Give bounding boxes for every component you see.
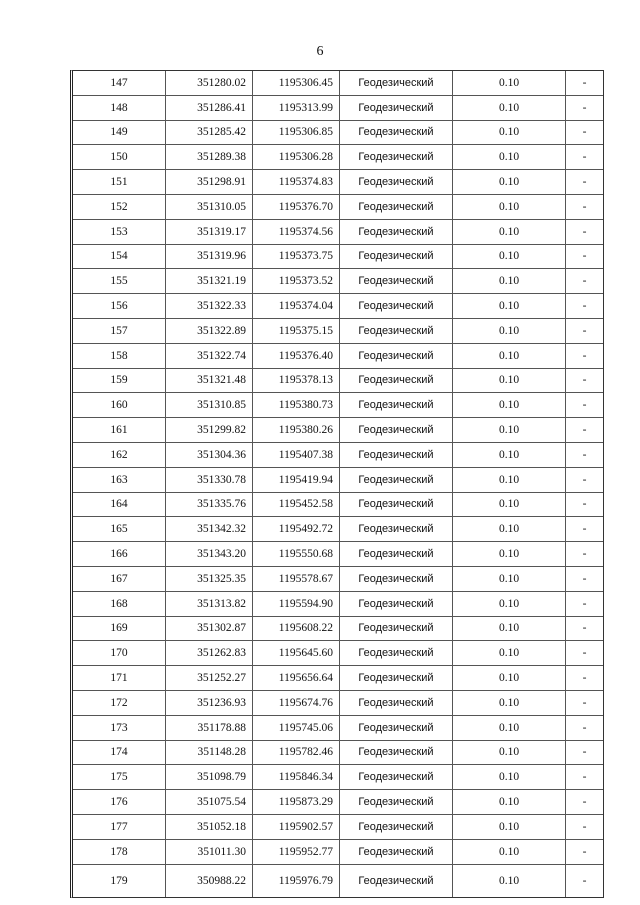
coordinate-x-cell: 351236.93 (166, 690, 253, 715)
coordinate-y-cell: 1195306.85 (253, 120, 340, 145)
point-number-cell: 177 (73, 814, 166, 839)
method-cell: Геодезический (340, 542, 453, 567)
coordinate-x-cell: 351011.30 (166, 839, 253, 864)
accuracy-cell: 0.10 (453, 616, 566, 641)
note-cell: - (566, 318, 604, 343)
note-cell: - (566, 368, 604, 393)
point-number-cell: 156 (73, 294, 166, 319)
coordinate-x-cell: 351319.17 (166, 219, 253, 244)
accuracy-cell: 0.10 (453, 790, 566, 815)
table-row (73, 492, 603, 517)
table-row (73, 343, 603, 368)
point-number-cell: 158 (73, 343, 166, 368)
coordinate-x-cell: 351322.89 (166, 318, 253, 343)
method-cell: Геодезический (340, 219, 453, 244)
coordinate-y-cell: 1195578.67 (253, 566, 340, 591)
note-cell: - (566, 418, 604, 443)
accuracy-cell: 0.10 (453, 170, 566, 195)
point-number-cell: 149 (73, 120, 166, 145)
coordinate-x-cell: 351310.85 (166, 393, 253, 418)
method-cell: Геодезический (340, 318, 453, 343)
note-cell: - (566, 591, 604, 616)
table-row (73, 666, 603, 691)
point-number-cell: 151 (73, 170, 166, 195)
point-number-cell: 178 (73, 839, 166, 864)
point-number-cell: 162 (73, 442, 166, 467)
coordinate-x-cell: 351342.32 (166, 517, 253, 542)
coordinate-y-cell: 1195902.57 (253, 814, 340, 839)
coordinate-y-cell: 1195374.56 (253, 219, 340, 244)
accuracy-cell: 0.10 (453, 467, 566, 492)
note-cell: - (566, 194, 604, 219)
method-cell: Геодезический (340, 591, 453, 616)
table-row (73, 790, 603, 815)
coordinate-x-cell: 351098.79 (166, 765, 253, 790)
coordinate-x-cell: 351289.38 (166, 145, 253, 170)
accuracy-cell: 0.10 (453, 318, 566, 343)
table-row (73, 839, 603, 864)
accuracy-cell: 0.10 (453, 194, 566, 219)
coordinate-x-cell: 351178.88 (166, 715, 253, 740)
point-number-cell: 153 (73, 219, 166, 244)
accuracy-cell: 0.10 (453, 368, 566, 393)
table-row (73, 715, 603, 740)
table-row (73, 269, 603, 294)
coordinate-x-cell: 351310.05 (166, 194, 253, 219)
accuracy-cell: 0.10 (453, 864, 566, 897)
accuracy-cell: 0.10 (453, 814, 566, 839)
note-cell: - (566, 790, 604, 815)
table-row (73, 616, 603, 641)
note-cell: - (566, 170, 604, 195)
coordinate-x-cell: 351286.41 (166, 95, 253, 120)
coordinate-x-cell: 351304.36 (166, 442, 253, 467)
accuracy-cell: 0.10 (453, 690, 566, 715)
accuracy-cell: 0.10 (453, 95, 566, 120)
coordinate-y-cell: 1195782.46 (253, 740, 340, 765)
coordinate-x-cell: 351321.48 (166, 368, 253, 393)
table-row (73, 418, 603, 443)
note-cell: - (566, 690, 604, 715)
coordinate-x-cell: 351343.20 (166, 542, 253, 567)
point-number-cell: 174 (73, 740, 166, 765)
coordinates-table-grid (73, 71, 603, 897)
accuracy-cell: 0.10 (453, 492, 566, 517)
method-cell: Геодезический (340, 95, 453, 120)
coordinate-y-cell: 1195656.64 (253, 666, 340, 691)
note-cell: - (566, 839, 604, 864)
note-cell: - (566, 442, 604, 467)
method-cell: Геодезический (340, 715, 453, 740)
coordinate-x-cell: 351321.19 (166, 269, 253, 294)
accuracy-cell: 0.10 (453, 343, 566, 368)
coordinate-y-cell: 1195306.28 (253, 145, 340, 170)
method-cell: Геодезический (340, 517, 453, 542)
point-number-cell: 176 (73, 790, 166, 815)
table-row (73, 814, 603, 839)
table-row (73, 591, 603, 616)
note-cell: - (566, 71, 604, 95)
accuracy-cell: 0.10 (453, 765, 566, 790)
coordinate-y-cell: 1195608.22 (253, 616, 340, 641)
table-row (73, 244, 603, 269)
coordinate-x-cell: 351262.83 (166, 641, 253, 666)
coordinate-y-cell: 1195873.29 (253, 790, 340, 815)
accuracy-cell: 0.10 (453, 641, 566, 666)
note-cell: - (566, 641, 604, 666)
table-row (73, 219, 603, 244)
coordinate-y-cell: 1195376.40 (253, 343, 340, 368)
coordinate-y-cell: 1195674.76 (253, 690, 340, 715)
accuracy-cell: 0.10 (453, 517, 566, 542)
accuracy-cell: 0.10 (453, 244, 566, 269)
method-cell: Геодезический (340, 393, 453, 418)
method-cell: Геодезический (340, 120, 453, 145)
point-number-cell: 169 (73, 616, 166, 641)
coordinates-table (70, 70, 604, 898)
accuracy-cell: 0.10 (453, 740, 566, 765)
coordinate-y-cell: 1195419.94 (253, 467, 340, 492)
note-cell: - (566, 517, 604, 542)
method-cell: Геодезический (340, 666, 453, 691)
coordinate-y-cell: 1195380.26 (253, 418, 340, 443)
note-cell: - (566, 814, 604, 839)
method-cell: Геодезический (340, 269, 453, 294)
accuracy-cell: 0.10 (453, 542, 566, 567)
accuracy-cell: 0.10 (453, 71, 566, 95)
table-row (73, 765, 603, 790)
table-row (73, 517, 603, 542)
table-row (73, 566, 603, 591)
note-cell: - (566, 343, 604, 368)
coordinate-x-cell: 351280.02 (166, 71, 253, 95)
method-cell: Геодезический (340, 814, 453, 839)
coordinate-y-cell: 1195306.45 (253, 71, 340, 95)
method-cell: Геодезический (340, 690, 453, 715)
coordinate-y-cell: 1195645.60 (253, 641, 340, 666)
method-cell: Геодезический (340, 71, 453, 95)
table-row (73, 864, 603, 897)
coordinate-y-cell: 1195745.06 (253, 715, 340, 740)
point-number-cell: 147 (73, 71, 166, 95)
point-number-cell: 159 (73, 368, 166, 393)
method-cell: Геодезический (340, 244, 453, 269)
coordinate-x-cell: 351319.96 (166, 244, 253, 269)
coordinate-y-cell: 1195492.72 (253, 517, 340, 542)
method-cell: Геодезический (340, 294, 453, 319)
coordinate-x-cell: 351313.82 (166, 591, 253, 616)
accuracy-cell: 0.10 (453, 120, 566, 145)
note-cell: - (566, 542, 604, 567)
coordinate-y-cell: 1195374.83 (253, 170, 340, 195)
note-cell: - (566, 492, 604, 517)
table-row (73, 467, 603, 492)
coordinate-y-cell: 1195976.79 (253, 864, 340, 897)
method-cell: Геодезический (340, 765, 453, 790)
method-cell: Геодезический (340, 170, 453, 195)
table-body (73, 71, 603, 897)
table-row (73, 145, 603, 170)
method-cell: Геодезический (340, 740, 453, 765)
point-number-cell: 179 (73, 864, 166, 897)
point-number-cell: 171 (73, 666, 166, 691)
method-cell: Геодезический (340, 467, 453, 492)
note-cell: - (582, 874, 587, 887)
accuracy-cell: 0.10 (453, 591, 566, 616)
method-cell: Геодезический (340, 442, 453, 467)
note-cell: - (566, 715, 604, 740)
table-row (73, 442, 603, 467)
method-cell: Геодезический (340, 616, 453, 641)
point-number-cell: 152 (73, 194, 166, 219)
method-cell: Геодезический (340, 343, 453, 368)
coordinate-x-cell: 351325.35 (166, 566, 253, 591)
coordinate-y-cell: 1195373.52 (253, 269, 340, 294)
coordinate-y-cell: 1195373.75 (253, 244, 340, 269)
point-number-cell: 164 (73, 492, 166, 517)
note-cell: - (566, 145, 604, 170)
accuracy-cell: 0.10 (453, 145, 566, 170)
coordinate-x-cell: 351148.28 (166, 740, 253, 765)
coordinate-y-cell: 1195375.15 (253, 318, 340, 343)
table-row (73, 294, 603, 319)
point-number-cell: 166 (73, 542, 166, 567)
point-number-cell: 167 (73, 566, 166, 591)
method-cell: Геодезический (340, 790, 453, 815)
method-cell: Геодезический (340, 368, 453, 393)
point-number-cell: 168 (73, 591, 166, 616)
coordinate-y-cell: 1195378.13 (253, 368, 340, 393)
point-number-cell: 173 (73, 715, 166, 740)
point-number-cell: 172 (73, 690, 166, 715)
note-cell: - (566, 666, 604, 691)
table-row (73, 368, 603, 393)
coordinate-y-cell: 1195452.58 (253, 492, 340, 517)
coordinate-y-cell: 1195846.34 (253, 765, 340, 790)
coordinate-x-cell: 351252.27 (166, 666, 253, 691)
point-number-cell: 148 (73, 95, 166, 120)
note-cell: - (566, 219, 604, 244)
method-cell: Геодезический (340, 641, 453, 666)
method-cell: Геодезический (340, 145, 453, 170)
accuracy-cell: 0.10 (453, 393, 566, 418)
note-cell: - (566, 95, 604, 120)
method-cell: Геодезический (340, 418, 453, 443)
method-cell: Геодезический (340, 839, 453, 864)
point-number-cell: 161 (73, 418, 166, 443)
coordinate-y-cell: 1195313.99 (253, 95, 340, 120)
table-row (73, 194, 603, 219)
point-number-cell: 157 (73, 318, 166, 343)
coordinate-y-cell: 1195407.38 (253, 442, 340, 467)
accuracy-cell: 0.10 (453, 839, 566, 864)
page-number: 6 (316, 44, 324, 59)
method-cell: Геодезический (340, 194, 453, 219)
note-cell: - (566, 467, 604, 492)
table-row (73, 318, 603, 343)
coordinate-y-cell: 1195374.04 (253, 294, 340, 319)
point-number-cell: 155 (73, 269, 166, 294)
coordinate-x-cell: 351330.78 (166, 467, 253, 492)
point-number-cell: 175 (73, 765, 166, 790)
method-cell: Геодезический (340, 492, 453, 517)
accuracy-cell: 0.10 (453, 269, 566, 294)
point-number-cell: 163 (73, 467, 166, 492)
accuracy-cell: 0.10 (453, 666, 566, 691)
accuracy-cell: 0.10 (453, 442, 566, 467)
coordinate-y-cell: 1195550.68 (253, 542, 340, 567)
point-number-cell: 160 (73, 393, 166, 418)
method-cell: Геодезический (340, 566, 453, 591)
coordinate-x-cell: 351052.18 (166, 814, 253, 839)
coordinate-x-cell: 350988.22 (166, 864, 253, 897)
note-cell: - (566, 566, 604, 591)
table-row (73, 740, 603, 765)
table-row (73, 690, 603, 715)
accuracy-cell: 0.10 (453, 219, 566, 244)
table-row (73, 95, 603, 120)
point-number-cell: 170 (73, 641, 166, 666)
coordinate-x-cell: 351322.33 (166, 294, 253, 319)
note-cell: - (566, 740, 604, 765)
method-cell: Геодезический (340, 864, 453, 897)
coordinate-y-cell: 1195376.70 (253, 194, 340, 219)
coordinate-y-cell: 1195952.77 (253, 839, 340, 864)
point-number-cell: 165 (73, 517, 166, 542)
note-cell: - (566, 120, 604, 145)
coordinate-y-cell: 1195594.90 (253, 591, 340, 616)
table-row (73, 120, 603, 145)
table-row (73, 393, 603, 418)
point-number-cell: 154 (73, 244, 166, 269)
coordinate-x-cell: 351302.87 (166, 616, 253, 641)
table-row (73, 641, 603, 666)
coordinate-x-cell: 351298.91 (166, 170, 253, 195)
coordinate-x-cell: 351299.82 (166, 418, 253, 443)
coordinate-x-cell: 351285.42 (166, 120, 253, 145)
note-cell: - (566, 294, 604, 319)
coordinate-x-cell: 351322.74 (166, 343, 253, 368)
accuracy-cell: 0.10 (453, 294, 566, 319)
accuracy-cell: 0.10 (453, 715, 566, 740)
table-row (73, 170, 603, 195)
coordinate-y-cell: 1195380.73 (253, 393, 340, 418)
note-cell: - (566, 244, 604, 269)
table-row (73, 71, 603, 95)
coordinate-x-cell: 351335.76 (166, 492, 253, 517)
note-cell: - (566, 269, 604, 294)
table-row (73, 542, 603, 567)
note-cell: - (566, 765, 604, 790)
note-cell: - (566, 393, 604, 418)
accuracy-cell: 0.10 (453, 418, 566, 443)
point-number-cell: 150 (73, 145, 166, 170)
note-cell: - (566, 616, 604, 641)
coordinate-x-cell: 351075.54 (166, 790, 253, 815)
accuracy-cell: 0.10 (453, 566, 566, 591)
